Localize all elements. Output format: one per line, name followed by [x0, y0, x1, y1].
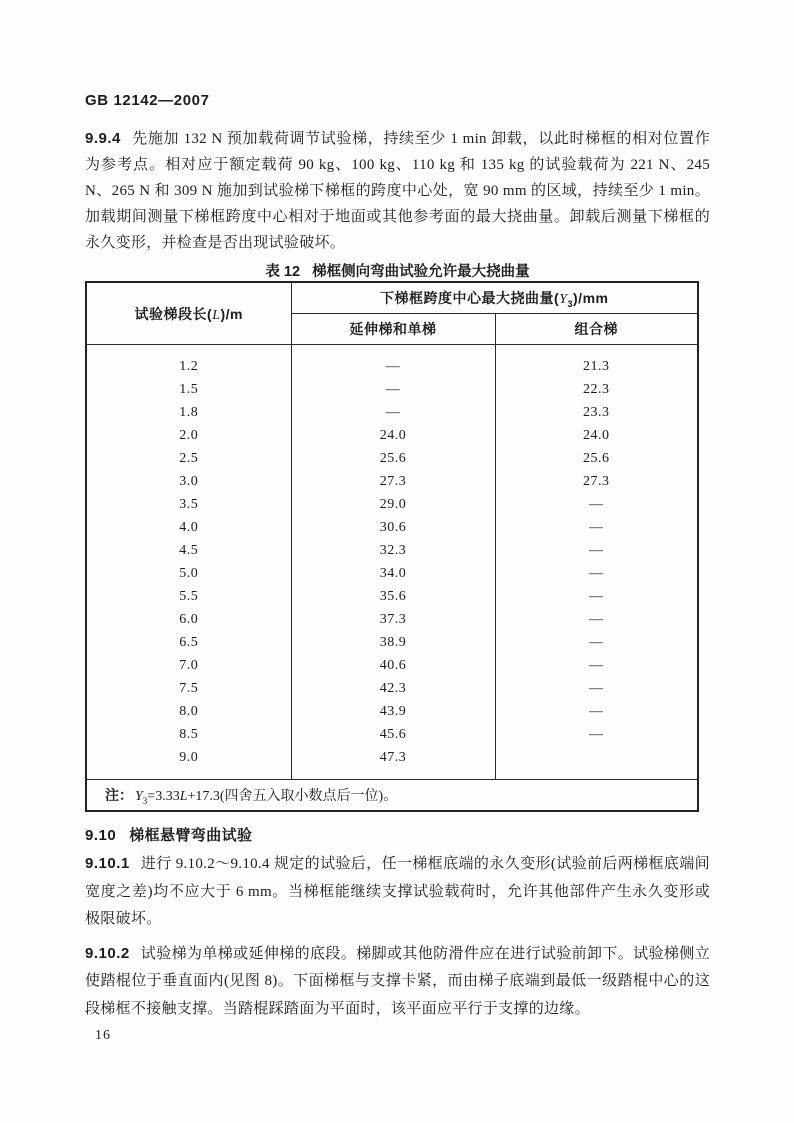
cell-combination-value: 27.3 — [495, 470, 698, 493]
cell-length: 1.5 — [179, 381, 199, 397]
section-title: 梯框悬臂弯曲试验 — [129, 827, 253, 844]
cell-length: 2.5 — [179, 450, 199, 466]
table-row — [86, 677, 698, 700]
cell-length: 5.0 — [179, 565, 199, 581]
table-row — [86, 608, 698, 631]
cell-combination-value: — — [495, 723, 698, 746]
header-cell-ladder-length: 试验梯段长(L)/m — [86, 282, 291, 345]
cell-extension-single-value: 24.0 — [291, 424, 495, 447]
header-cell-max-deflection: 下梯框跨度中心最大挠曲量$(Y_3)/mm$ — [291, 282, 698, 314]
cell-length: 3.0 — [179, 473, 199, 489]
cell-combination-value: — — [495, 700, 698, 723]
document-code-header: GB 12142—2007 — [85, 92, 210, 109]
table-row — [86, 470, 698, 493]
cell-length: 7.5 — [179, 680, 199, 696]
table-row — [86, 345, 698, 379]
table-row — [86, 562, 698, 585]
cell-length: 8.5 — [179, 726, 199, 742]
table-note-row — [86, 780, 698, 812]
cell-length: 1.2 — [179, 358, 199, 374]
paragraph-9-10-1 — [85, 850, 710, 934]
section-number: 9.10 — [85, 827, 117, 844]
cell-combination-value: — — [495, 631, 698, 654]
cell-length: 6.5 — [179, 634, 199, 650]
cell-combination-value: — — [495, 493, 698, 516]
table-caption-label: 表 12 — [265, 264, 301, 280]
table-header-row-1 — [86, 282, 698, 314]
variable-Y: Y — [135, 788, 143, 804]
cell-combination-value: 24.0 — [495, 424, 698, 447]
table-row — [86, 585, 698, 608]
cell-extension-single-value: 45.6 — [291, 723, 495, 746]
cell-combination-value: — — [495, 608, 698, 631]
cell-combination-value: — — [495, 539, 698, 562]
table-row — [86, 631, 698, 654]
cell-extension-single-value: 25.6 — [291, 447, 495, 470]
cell-length: 5.5 — [179, 588, 199, 604]
cell-extension-single-value: 47.3 — [291, 746, 495, 780]
cell-extension-single-value: 34.0 — [291, 562, 495, 585]
cell-combination-value: 22.3 — [495, 378, 698, 401]
cell-length: 6.0 — [179, 611, 199, 627]
table-12 — [85, 281, 699, 812]
cell-length: 4.5 — [179, 542, 199, 558]
cell-extension-single-value: 38.9 — [291, 631, 495, 654]
cell-length: 1.8 — [179, 404, 199, 420]
cell-combination-value: 23.3 — [495, 401, 698, 424]
cell-length: 9.0 — [179, 749, 199, 765]
subscript-3: 3 — [142, 795, 148, 806]
cell-combination-value: — — [495, 562, 698, 585]
variable-L: L — [179, 788, 188, 804]
cell-extension-single-value: 30.6 — [291, 516, 495, 539]
cell-length: 7.0 — [179, 657, 199, 673]
table-note: 注： $Y_3=3.33L+17.3$(四舍五入取小数点后一位)。 — [86, 780, 698, 812]
table-row — [86, 723, 698, 746]
cell-combination-value: — — [495, 654, 698, 677]
table-row — [86, 539, 698, 562]
cell-extension-single-value: 27.3 — [291, 470, 495, 493]
section-9-10-heading — [85, 824, 710, 844]
table-caption-title: 梯框侧向弯曲试验允许最大挠曲量 — [312, 264, 530, 280]
cell-combination-value: — — [495, 585, 698, 608]
cell-combination-value — [495, 746, 698, 780]
section-text: 进行 9.10.2～9.10.4 规定的试验后，任一梯框底端的永久变形(试验前后两梯框底端间宽度之差)均不应大于 6 mm。当梯框能继续支撑试验载荷时，允许其他部件产生永久变形或极限破坏。 — [85, 856, 710, 927]
table-row — [86, 746, 698, 780]
cell-length: 8.0 — [179, 703, 199, 719]
cell-extension-single-value: 29.0 — [291, 493, 495, 516]
section-number: 9.9.4 — [85, 130, 121, 147]
cell-combination-value: — — [495, 677, 698, 700]
paragraph-9-10-2 — [85, 940, 710, 1024]
table-row — [86, 447, 698, 470]
section-number: 9.10.1 — [85, 855, 130, 872]
section-text: 试验梯为单梯或延伸梯的底段。梯脚或其他防滑件应在进行试验前卸下。试验梯侧立使踏棍位于垂直面内(见图 8)。下面梯框与支撑卡紧，而由梯子底端到最低一级踏棍中心的这段梯框不接触支撑。当踏棍踩踏面为平面时，该平面应平行于支撑的边缘。 — [85, 945, 710, 1017]
cell-length: 2.0 — [179, 427, 199, 443]
variable-L: L — [212, 307, 221, 323]
table-row — [86, 424, 698, 447]
cell-extension-single-value: 40.6 — [291, 654, 495, 677]
cell-combination-value: — — [495, 516, 698, 539]
cell-length: 4.0 — [179, 519, 199, 535]
table-row — [86, 700, 698, 723]
cell-extension-single-value: 37.3 — [291, 608, 495, 631]
cell-extension-single-value: 35.6 — [291, 585, 495, 608]
cell-extension-single-value: 32.3 — [291, 539, 495, 562]
note-label: 注： — [105, 786, 133, 803]
cell-extension-single-value: — — [291, 345, 495, 379]
table-12-caption — [85, 260, 710, 278]
cell-extension-single-value: 43.9 — [291, 700, 495, 723]
section-text: 先施加 132 N 预加载荷调节试验梯，持续至少 1 min 卸载，以此时梯框的相对位置作为参考点。相对应于额定载荷 90 kg、100 kg、110 kg 和 135 kg 的试验载荷为 221 N、245 N、265 N 和 309 N 施加到试验梯下梯框的跨度中心处，宽 90 mm 的区域，持续至少 1 min。加载期间测量下梯框跨度中心相对于地面或其他参考面的最大挠曲量。卸载后测量下梯框的永久变形，并检查是否出现试验破坏。 — [85, 131, 710, 251]
header-cell-combination: 组合梯 — [495, 314, 698, 345]
paragraph-9-9-4 — [85, 126, 710, 256]
table-row — [86, 378, 698, 401]
cell-length: 3.5 — [179, 496, 199, 512]
table-row — [86, 401, 698, 424]
header-cell-extension-single: 延伸梯和单梯 — [291, 314, 495, 345]
cell-extension-single-value: — — [291, 401, 495, 424]
section-number: 9.10.2 — [85, 944, 130, 962]
table-row — [86, 654, 698, 677]
cell-combination-value: 21.3 — [495, 345, 698, 379]
table-row — [86, 516, 698, 539]
variable-Y: Y — [559, 291, 568, 307]
subscript-3: 3 — [567, 298, 574, 309]
cell-extension-single-value: — — [291, 378, 495, 401]
cell-extension-single-value: 42.3 — [291, 677, 495, 700]
page-number: 16 — [95, 1028, 111, 1043]
table-row — [86, 493, 698, 516]
cell-combination-value: 25.6 — [495, 447, 698, 470]
